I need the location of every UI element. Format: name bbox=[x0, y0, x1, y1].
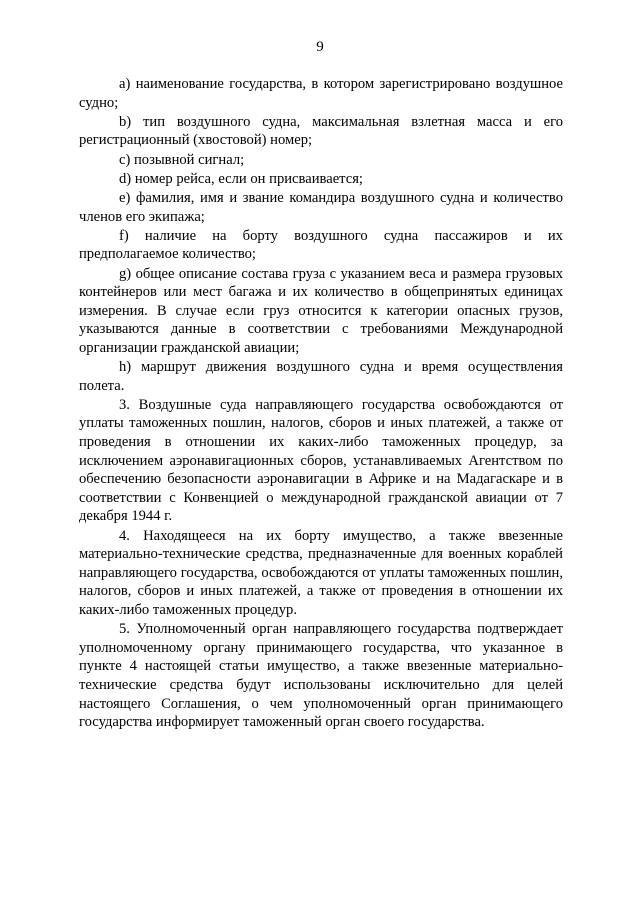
clause-number: 4. bbox=[119, 527, 130, 544]
list-item-d bbox=[79, 170, 563, 189]
item-text: позывной сигнал; bbox=[134, 151, 245, 168]
clause-text: Находящееся на их борту имущество, а также ввезенные материально-технические средства, предназначенные для военных кораблей направляющего государства, освобождаются от уплаты таможенных пошлин, налогов, сборов и иных платежей, а также от проведения в отношении их каких-либо таможенных процедур. bbox=[79, 527, 563, 618]
clause-text: Уполномоченный орган направляющего государства подтверждает уполномоченному органу принимающего государства, что указанное в пункте 4 настоящей статьи имущество, а также ввезенные материально-технические средства будут использованы исключительно для целей настоящего Соглашения, о чем уполномоченный орган принимающего государства информирует таможенный орган своего государства. bbox=[79, 621, 563, 731]
clause-4 bbox=[79, 527, 563, 620]
item-label: c) bbox=[119, 151, 131, 168]
list-item-a bbox=[79, 75, 563, 112]
item-text: общее описание состава груза с указанием веса и размера грузовых контейнеров или мест багажа и их количество в общепринятых единицах измерения. В случае если груз относится к категории опасных грузов, указываются данные в соответствии с требованиями Международной организации гражданской авиации; bbox=[79, 265, 563, 356]
item-text: маршрут движения воздушного судна и время осуществления полета. bbox=[79, 359, 563, 394]
item-text: наименование государства, в котором зарегистрировано воздушное судно; bbox=[79, 76, 563, 111]
item-text: наличие на борту воздушного судна пассажиров и их предполагаемое количество; bbox=[79, 227, 563, 263]
list-item-b bbox=[79, 113, 563, 150]
item-label: b) bbox=[119, 113, 132, 130]
item-label: d) bbox=[119, 170, 132, 187]
item-label: e) bbox=[119, 189, 131, 206]
list-item-f bbox=[79, 227, 563, 264]
clause-4-continuation bbox=[79, 620, 563, 732]
list-item-c bbox=[79, 151, 563, 170]
clause-number: 5. bbox=[119, 621, 130, 638]
list-item-e bbox=[79, 189, 563, 226]
item-text: тип воздушного судна, максимальная взлетная масса и его регистрационный (хвостовой) номер; bbox=[79, 113, 563, 149]
clause-text: Воздушные суда направляющего государства освобождаются от уплаты таможенных пошлин, налогов, сборов и иных платежей, а также от проведения в отношении их каких-либо таможенных процедур, за исключением аэронавигационных сборов, устанавливаемых Агентством по обеспечению безопасности аэронавигации в Африке и на Мадагаскаре и в соответствии с Конвенцией о международной гражданской авиации от 7 декабря 1944 г. bbox=[79, 396, 563, 525]
item-label: f) bbox=[119, 227, 129, 244]
clause-3 bbox=[79, 396, 563, 526]
item-label: h) bbox=[119, 359, 132, 376]
clause-number: 3. bbox=[119, 396, 130, 413]
document-body bbox=[79, 75, 563, 732]
item-text: номер рейса, если он присваивается; bbox=[134, 170, 363, 187]
item-label: a) bbox=[119, 76, 131, 92]
page-number: 9 bbox=[316, 39, 324, 55]
list-item-g bbox=[79, 265, 563, 358]
item-label: g) bbox=[119, 265, 132, 282]
item-text: фамилия, имя и звание командира воздушного судна и количество членов его экипажа; bbox=[79, 189, 564, 225]
list-item-h bbox=[79, 358, 563, 395]
